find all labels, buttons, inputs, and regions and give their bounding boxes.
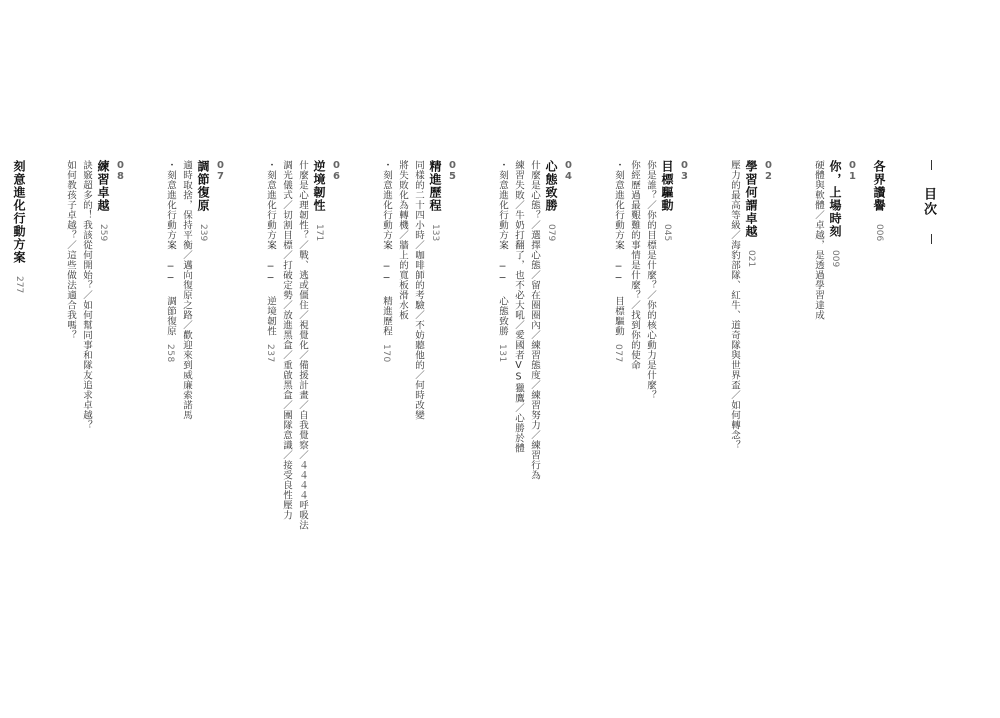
chapter-subtopics: 硬體與軟體／卓越，是透過學習達成 <box>813 160 824 320</box>
chapter-number: 02 <box>763 160 774 182</box>
action-plan-title: ・刻意進化行動方案 ── 心態致勝 <box>497 160 508 336</box>
action-plan-title: ・刻意進化行動方案 ── 逆境韌性 <box>265 160 276 336</box>
title-line <box>826 160 844 590</box>
chapter-number: 08 <box>115 160 126 182</box>
action-plan-title: ・刻意進化行動方案 ── 精進歷程 <box>381 160 392 336</box>
page-number: 021 <box>746 250 756 268</box>
toc-entry[interactable] <box>10 160 28 590</box>
action-plan-page: 170 <box>381 344 391 363</box>
page-number: 239 <box>198 224 208 242</box>
chapter-number: 04 <box>563 160 574 182</box>
toc-entry[interactable] <box>726 160 776 590</box>
title-line <box>310 160 328 590</box>
page-number: 045 <box>662 224 672 242</box>
toc-entry[interactable] <box>262 160 344 590</box>
chapter-number: 01 <box>847 160 858 182</box>
page-number: 277 <box>14 276 24 294</box>
chapter-title[interactable]: 精進歷程 <box>428 160 442 212</box>
action-plan-line[interactable] <box>262 160 278 590</box>
title-line <box>542 160 560 590</box>
chapter-number: 03 <box>679 160 690 182</box>
table-of-contents <box>12 160 938 590</box>
chapter-number: 06 <box>331 160 342 182</box>
toc-entry[interactable] <box>870 160 888 590</box>
title-line <box>10 160 28 590</box>
action-plan-page: 237 <box>265 344 275 363</box>
action-plan-title: ・刻意進化行動方案 ── 調節復原 <box>165 160 176 336</box>
chapter-title[interactable]: 逆境韌性 <box>312 160 326 212</box>
chapter-subtopics: 你是誰？／你的目標是什麼？／你的核心動力是什麼？ <box>645 160 656 400</box>
heading-text: 目次 <box>921 187 936 217</box>
toc-entry[interactable] <box>810 160 860 590</box>
chapter-subtopics: 什麼是心態？／選擇心態／留在圈圈內／練習態度／練習努力／練習行為 <box>529 160 540 480</box>
chapter-title[interactable]: 學習何謂卓越 <box>744 160 758 238</box>
page-number: 171 <box>314 224 324 242</box>
heading-rule-top <box>931 160 932 170</box>
chapter-subtopics: 壓力的最高等級／海豹部隊、紅牛、道奇隊與世界盃／如何轉念？ <box>729 160 740 450</box>
action-plan-page: 131 <box>497 344 507 363</box>
action-plan-page: 077 <box>613 344 623 363</box>
chapter-title[interactable]: 刻意進化行動方案 <box>12 160 26 264</box>
chapter-title[interactable]: 各界讚譽 <box>872 160 886 212</box>
chapter-title[interactable]: 心態致勝 <box>544 160 558 212</box>
chapter-subtopics: 什麼是心理韌性？／戰、逃或僵住／視覺化／備援計畫／自我覺察／４４４４呼吸法 <box>297 160 308 530</box>
chapter-title[interactable]: 你，上場時刻 <box>828 160 842 238</box>
title-line <box>94 160 112 590</box>
chapter-subtopics: 你經歷過最艱難的事情是什麼？／找到你的使命 <box>629 160 640 370</box>
title-line <box>426 160 444 590</box>
action-plan-line[interactable] <box>162 160 178 590</box>
chapter-subtopics: 練習失敗／牛奶打翻了，也不必大吼／愛國者VS獵鷹／心勝於體 <box>513 160 524 453</box>
chapter-subtopics: 將失敗化為轉機／牆上的寬板滑水板 <box>397 160 408 320</box>
page-number: 133 <box>430 224 440 242</box>
toc-entry[interactable] <box>62 160 128 590</box>
action-plan-line[interactable] <box>494 160 510 590</box>
toc-entry[interactable] <box>610 160 692 590</box>
toc-entries <box>0 160 888 590</box>
page-number: 006 <box>874 224 884 242</box>
title-line <box>742 160 760 590</box>
chapter-title[interactable]: 目標驅動 <box>660 160 674 212</box>
toc-entry[interactable] <box>162 160 228 590</box>
action-plan-line[interactable] <box>610 160 626 590</box>
page-number: 009 <box>830 250 840 268</box>
chapter-subtopics: 調光儀式／切割目標／打破定勢／放進黑盒／重啟黑盒／團隊意識／接受良性壓力 <box>281 160 292 520</box>
chapter-number: 05 <box>447 160 458 182</box>
chapter-title[interactable]: 練習卓越 <box>96 160 110 212</box>
title-line <box>870 160 888 590</box>
action-plan-title: ・刻意進化行動方案 ── 目標驅動 <box>613 160 624 336</box>
heading-rule-bottom <box>931 234 932 244</box>
page-number: 259 <box>98 224 108 242</box>
chapter-subtopics: 如何教孩子卓越？／這些做法適合我嗎？ <box>65 160 76 340</box>
chapter-title[interactable]: 調節復原 <box>196 160 210 212</box>
toc-entry[interactable] <box>494 160 576 590</box>
chapter-subtopics: 訣竅超多的！我該從何開始？／如何幫同事和隊友追求卓越？ <box>81 160 92 430</box>
toc-heading <box>918 160 938 590</box>
action-plan-line[interactable] <box>378 160 394 590</box>
title-line <box>194 160 212 590</box>
chapter-subtopics: 適時取捨，保持平衡／邁向復原之路／歡迎來到威廉索諾馬 <box>181 160 192 420</box>
action-plan-page: 258 <box>165 344 175 363</box>
chapter-number: 07 <box>215 160 226 182</box>
toc-entry[interactable] <box>378 160 460 590</box>
page-number: 079 <box>546 224 556 242</box>
chapter-subtopics: 同樣的二十四小時／咖啡師的考驗／不妨聽他的／何時改變 <box>413 160 424 420</box>
title-line <box>658 160 676 590</box>
